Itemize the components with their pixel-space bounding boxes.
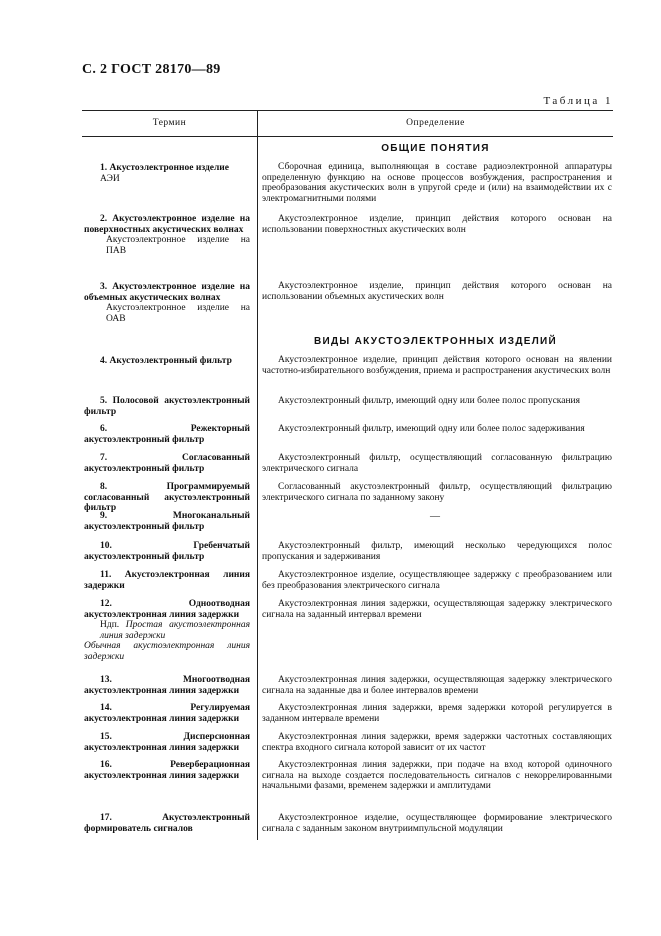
term-name: Акустоэлектронное изделие [109, 163, 230, 173]
term-row-15: 15. Дисперсионная акустоэлектронная линия задержки [84, 732, 250, 753]
definition-row-4: Акустоэлектронное изделие, принцип действия которого основан на явлении частотно-избирательного возбуждения, приема и распространения акустических волн [262, 355, 612, 376]
term-row-8: 8. Программируемый согласованный акустоэлектронный фильтр [84, 482, 250, 514]
term-number: 1. [100, 163, 108, 173]
definition-row-5: Акустоэлектронный фильтр, имеющий одну или более полос пропускания [278, 396, 581, 406]
column-header-term: Термин [152, 118, 187, 128]
table-header-rule [82, 136, 613, 137]
definition-row-7: Акустоэлектронный фильтр, осуществляющий согласованную фильтрацию электрического сигнала [262, 453, 612, 474]
definition-row-1: Сборочная единица, выполняющая в составе радиоэлектронной аппаратуры определенную функцию на основе процессов возбуждения, распространения и преобразования акустических волн в упругой среде и (или) на взаимодействии их с электромагнитными полями [262, 162, 612, 204]
term-abbreviation: АЭИ [100, 173, 120, 184]
term-row-13: 13. Многоотводная акустоэлектронная линия задержки [84, 675, 250, 696]
definition-row-3: Акустоэлектронное изделие, принцип действия которого основан на использовании объемных акустических волн [262, 281, 612, 302]
term-row-3: 3. Акустоэлектронное изделие на объемных акустических волнах Акустоэлектронное изделие на ОАВ [84, 282, 250, 324]
definition-row-12: Акустоэлектронная линия задержки, осуществляющая задержку электрического сигнала на заданный интервал времени [262, 599, 612, 620]
term-row-4: 4. Акустоэлектронный фильтр [100, 356, 232, 366]
definition-row-11: Акустоэлектронное изделие, осуществляющее задержку с преобразованием или без преобразования электрического сигнала [262, 570, 612, 591]
definition-row-8: Согласованный акустоэлектронный фильтр, осуществляющий фильтрацию электрического сигнала по заданному закону [262, 482, 612, 503]
term-row-2: 2. Акустоэлектронное изделие на поверхностных акустических волнах Акустоэлектронное изделие на ПАВ [84, 214, 250, 256]
definition-row-6: Акустоэлектронный фильтр, имеющий одну или более полос задерживания [278, 424, 585, 434]
deprecated-term: Обычная акустоэлектронная линия задержки [84, 641, 250, 662]
table-top-rule [82, 110, 613, 111]
definition-row-9: — [430, 511, 440, 522]
definition-row-14: Акустоэлектронная линия задержки, время задержки которой регулируется в заданном интервале времени [262, 703, 612, 724]
term-row-14: 14. Регулируемая акустоэлектронная линия задержки [84, 703, 250, 724]
term-row-12: 12. Одноотводная акустоэлектронная линия задержки Ндп. Простая акустоэлектронная линия задержки Обычная акустоэлектронная линия задержки [84, 599, 250, 662]
term-row-11: 11. Акустоэлектронная линия задержки [84, 570, 251, 591]
term-row-9: 9. Многоканальный акустоэлектронный фильтр [84, 511, 250, 532]
section-heading-types: ВИДЫ АКУСТОЭЛЕКТРОННЫХ ИЗДЕЛИЙ [313, 336, 558, 347]
term-row-16: 16. Реверберационная акустоэлектронная линия задержки [84, 760, 250, 781]
term-row-5: 5. Полосовой акустоэлектронный фильтр [84, 396, 250, 417]
term-row-6: 6. Режекторный акустоэлектронный фильтр [84, 424, 250, 445]
term-synonym: Акустоэлектронное изделие на ПАВ [106, 235, 250, 256]
term-row-1 [84, 163, 250, 184]
definition-row-15: Акустоэлектронная линия задержки, время задержки частотных составляющих спектра входного сигнала которой зависит от их частот [262, 732, 612, 753]
term-synonym: Акустоэлектронное изделие на ОАВ [106, 303, 250, 324]
term-row-7: 7. Согласованный акустоэлектронный фильтр [84, 453, 250, 474]
table-label: Таблица 1 [543, 95, 613, 107]
section-heading-general: ОБЩИЕ ПОНЯТИЯ [381, 143, 490, 154]
page-header: С. 2 ГОСТ 28170—89 [82, 62, 221, 77]
definition-row-13: Акустоэлектронная линия задержки, осуществляющая задержку электрического сигнала на заданные два и более интервалов времени [262, 675, 612, 696]
term-row-17: 17. Акустоэлектронный формирователь сигналов [84, 813, 250, 834]
column-divider [257, 110, 258, 840]
definition-row-10: Акустоэлектронный фильтр, имеющий несколько чередующихся полос пропускания и задерживания [262, 541, 612, 562]
definition-row-16: Акустоэлектронная линия задержки, при подаче на вход которой одиночного сигнала на выходе создается последовательность сигналов с некоррелированными начальными фазами, временем задержки и амплитудами [262, 760, 612, 792]
definition-row-2: Акустоэлектронное изделие, принцип действия которого основан на использовании поверхностных акустических волн [262, 214, 612, 235]
definition-row-17: Акустоэлектронное изделие, осуществляющее формирование электрического сигнала с заданным законом внутриимпульсной модуляции [262, 813, 612, 834]
term-row-10: 10. Гребенчатый акустоэлектронный фильтр [84, 541, 250, 562]
deprecated-term: Простая акустоэлектронная линия задержки [100, 620, 250, 641]
deprecated-label: Ндп. [100, 620, 120, 631]
column-header-definition: Определение [406, 118, 465, 128]
